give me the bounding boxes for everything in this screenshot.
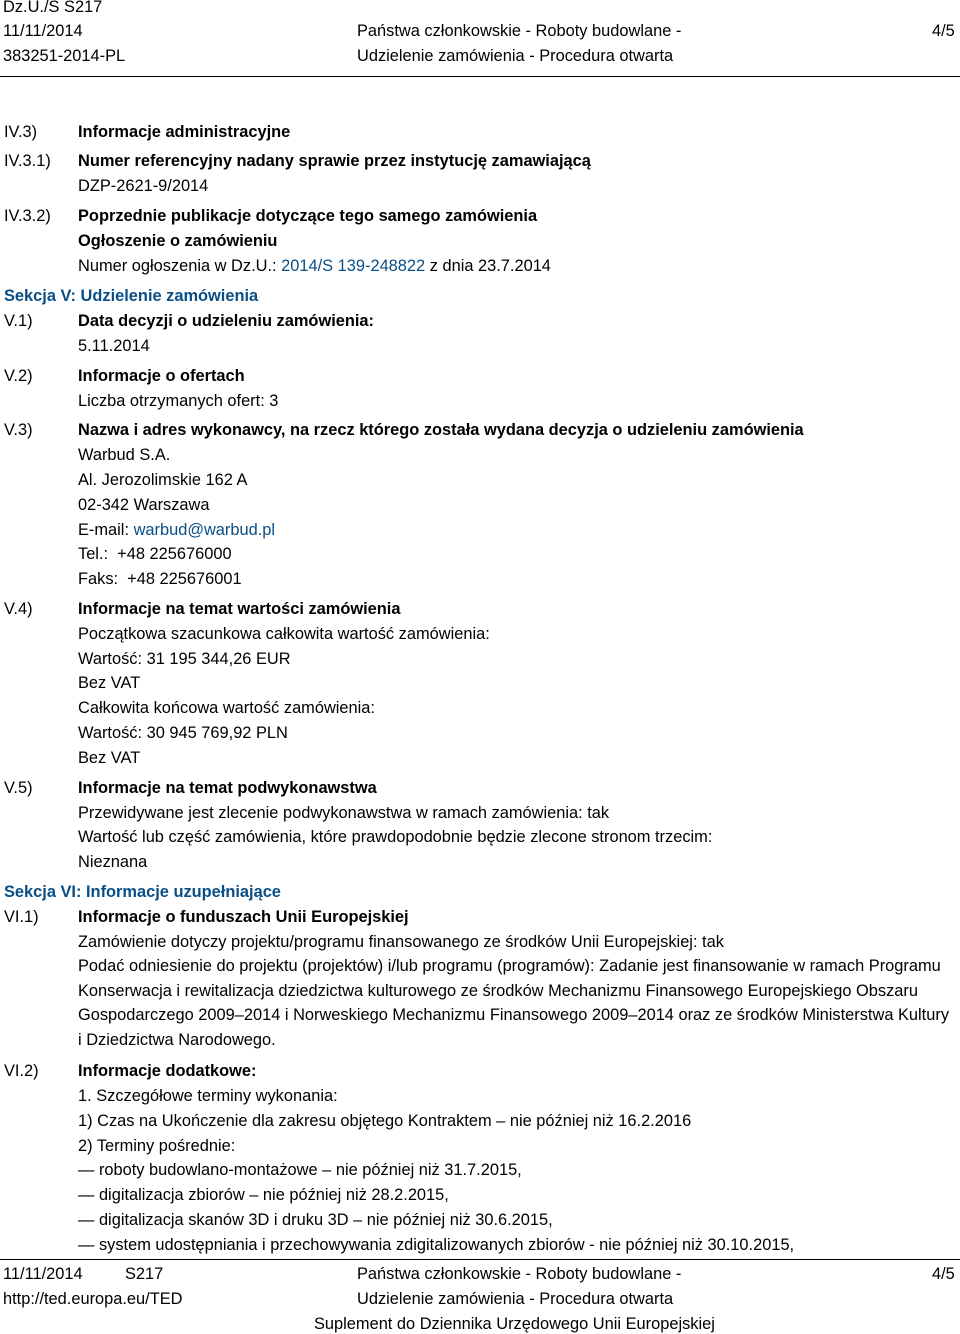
- vi2-line-5: — digitalizacja zbiorów – nie później niż 28.2.2015,: [78, 1186, 449, 1204]
- v4-final-value: Wartość: 30 945 769,92 PLN: [78, 724, 288, 742]
- footer-page-number: 4/5: [932, 1265, 955, 1283]
- v3-label: V.3): [4, 421, 33, 439]
- header-divider: [0, 76, 960, 77]
- section-vi-heading: Sekcja VI: Informacje uzupełniające: [4, 883, 281, 901]
- v4-initial-value-label: Początkowa szacunkowa całkowita wartość zamówienia:: [78, 625, 490, 643]
- header-date: 11/11/2014: [3, 22, 83, 40]
- vi2-label: VI.2): [4, 1062, 39, 1080]
- footer-divider: [0, 1259, 960, 1260]
- v2-value: Liczba otrzymanych ofert: 3: [78, 392, 279, 410]
- contractor-city: 02-342 Warszawa: [78, 496, 210, 514]
- contractor-name: Warbud S.A.: [78, 446, 171, 464]
- vi2-line-6: — digitalizacja skanów 3D i druku 3D – nie później niż 30.6.2015,: [78, 1211, 553, 1229]
- section-v-heading: Sekcja V: Udzielenie zamówienia: [4, 287, 259, 305]
- iv3-title: Informacje administracyjne: [78, 123, 291, 141]
- contractor-email-line: [78, 520, 275, 540]
- v4-initial-value: Wartość: 31 195 344,26 EUR: [78, 650, 291, 668]
- footer-title-line1: Państwa członkowskie - Roboty budowlane -: [357, 1265, 682, 1283]
- footer-url-link[interactable]: http://ted.europa.eu/TED: [3, 1290, 183, 1308]
- footer-code: S217: [125, 1265, 164, 1283]
- v1-title: Data decyzji o udzieleniu zamówienia:: [78, 312, 375, 330]
- footer-supplement: Suplement do Dziennika Urzędowego Unii Europejskiej: [314, 1315, 715, 1333]
- vi2-line-4: — roboty budowlano-montażowe – nie później niż 31.7.2015,: [78, 1161, 522, 1179]
- iv32-notice-line: [78, 256, 551, 276]
- v2-label: V.2): [4, 367, 33, 385]
- header-title-line1: Państwa członkowskie - Roboty budowlane -: [357, 22, 682, 40]
- v4-initial-vat: Bez VAT: [78, 674, 141, 692]
- email-prefix: E-mail:: [78, 521, 134, 539]
- v4-title: Informacje na temat wartości zamówienia: [78, 600, 401, 618]
- vi1-project-reference: Podać odniesienie do projektu (projektów) i/lub programu (programów): Zadanie jest finansowanie w ramach Programu Konserwacja i rewitalizacja dziedzictwa kulturowego ze środków Mechanizmu Finansowego Europejskiego Obszaru Gospodarczego 2009–2014 i Norweskiego Mechanizmu Finansowego 2009–2014 oraz ze środków Ministerstwa Kultury i Dziedzictwa Narodowego.: [78, 957, 950, 1050]
- v2-title: Informacje o ofertach: [78, 367, 245, 385]
- contractor-fax: Faks: +48 225676001: [78, 570, 242, 588]
- iv3-label: IV.3): [4, 123, 38, 141]
- v3-title: Nazwa i adres wykonawcy, na rzecz którego została wydana decyzja o udzieleniu zamówienia: [78, 421, 804, 439]
- iv32-label: IV.3.2): [4, 207, 51, 225]
- v4-final-vat: Bez VAT: [78, 749, 141, 767]
- v5-share-value: Nieznana: [78, 853, 148, 871]
- vi2-line-1: 1. Szczegółowe terminy wykonania:: [78, 1087, 338, 1105]
- v4-final-value-label: Całkowita końcowa wartość zamówienia:: [78, 699, 375, 717]
- contractor-email-link[interactable]: warbud@warbud.pl: [133, 521, 276, 539]
- v5-share-label: Wartość lub część zamówienia, które prawdopodobnie będzie zlecone stronom trzecim:: [78, 828, 713, 846]
- vi2-line-7: — system udostępniania i przechowywania zdigitalizowanych zbiorów - nie później niż 30.10.2015,: [78, 1236, 795, 1254]
- vi2-title: Informacje dodatkowe:: [78, 1062, 257, 1080]
- contractor-street: Al. Jerozolimskie 162 A: [78, 471, 248, 489]
- iv32-suffix: z dnia 23.7.2014: [425, 257, 551, 275]
- header-title-line2: Udzielenie zamówienia - Procedura otwarta: [357, 47, 674, 65]
- v5-title: Informacje na temat podwykonawstwa: [78, 779, 377, 797]
- iv32-prefix: Numer ogłoszenia w Dz.U.:: [78, 257, 282, 275]
- journal-ref: Dz.U./S S217: [3, 0, 103, 16]
- vi2-line-2: 1) Czas na Ukończenie dla zakresu objętego Kontraktem – nie później niż 16.2.2016: [78, 1112, 692, 1130]
- v1-value: 5.11.2014: [78, 337, 150, 355]
- v5-label: V.5): [4, 779, 33, 797]
- vi1-title: Informacje o funduszach Unii Europejskiej: [78, 908, 409, 926]
- iv31-value: DZP-2621-9/2014: [78, 177, 209, 195]
- iv32-subtitle: Ogłoszenie o zamówieniu: [78, 232, 278, 250]
- previous-notice-link[interactable]: 2014/S 139-248822: [281, 257, 426, 275]
- vi1-label: VI.1): [4, 908, 39, 926]
- iv31-label: IV.3.1): [4, 152, 51, 170]
- iv31-title: Numer referencyjny nadany sprawie przez instytucję zamawiającą: [78, 152, 591, 170]
- v5-subcontracting: Przewidywane jest zlecenie podwykonawstwa w ramach zamówienia: tak: [78, 804, 610, 822]
- v4-label: V.4): [4, 600, 33, 618]
- header-page-number: 4/5: [932, 22, 955, 40]
- footer-title-line2: Udzielenie zamówienia - Procedura otwarta: [357, 1290, 674, 1308]
- vi1-eu-funds: Zamówienie dotyczy projektu/programu finansowanego ze środków Unii Europejskiej: tak: [78, 933, 724, 951]
- v1-label: V.1): [4, 312, 33, 330]
- footer-date: 11/11/2014: [3, 1265, 83, 1283]
- iv32-title: Poprzednie publikacje dotyczące tego samego zamówienia: [78, 207, 538, 225]
- notice-number: 383251-2014-PL: [3, 47, 126, 65]
- vi2-line-3: 2) Terminy pośrednie:: [78, 1137, 236, 1155]
- contractor-phone: Tel.: +48 225676000: [78, 545, 232, 563]
